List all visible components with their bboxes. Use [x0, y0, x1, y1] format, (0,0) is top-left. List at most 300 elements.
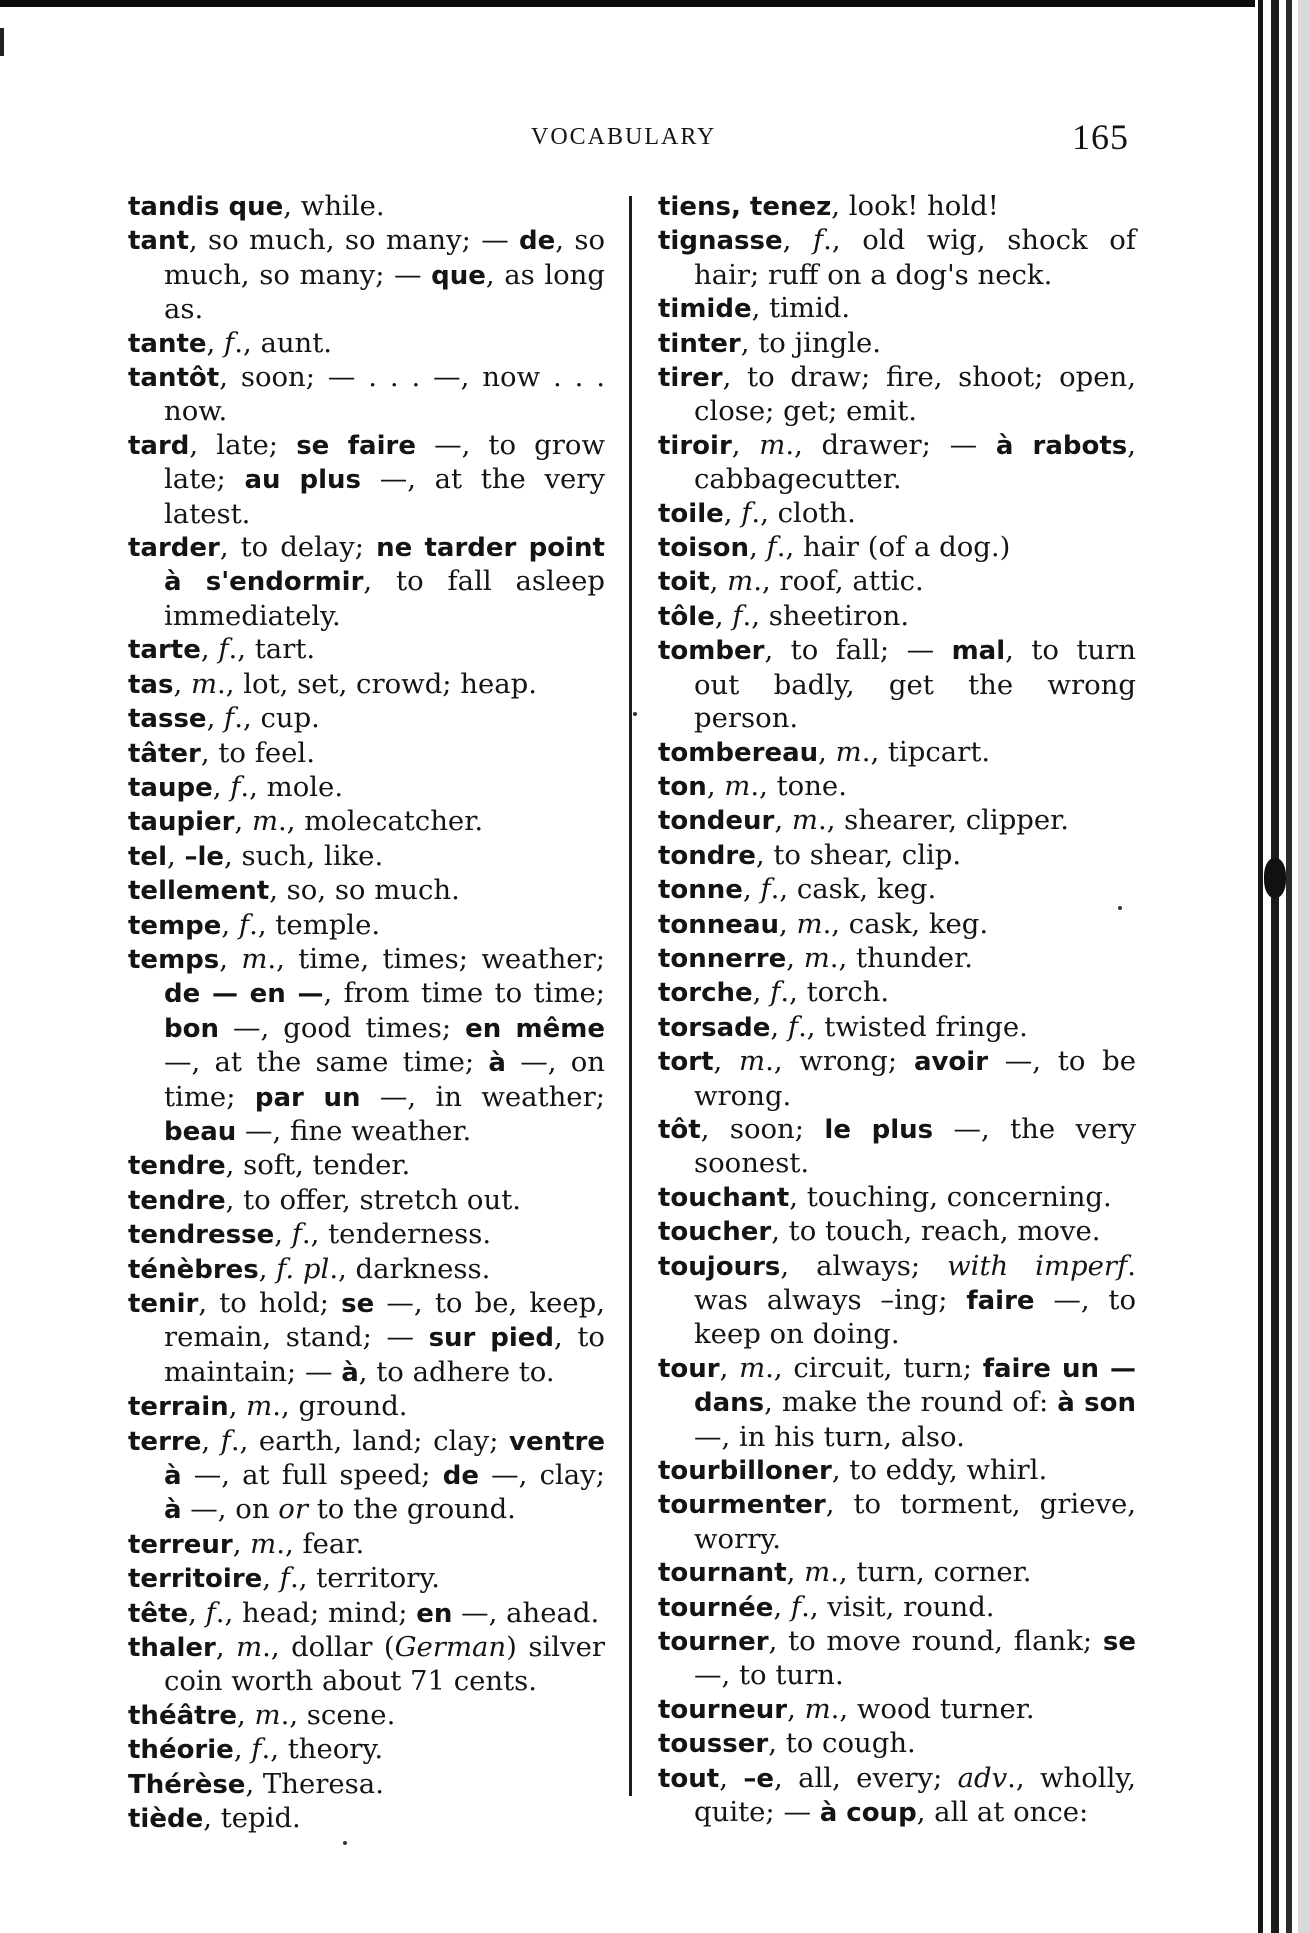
- dictionary-entry: [658, 361, 1136, 429]
- headword: tour: [658, 1353, 720, 1384]
- definition-text: ,: [166, 839, 185, 872]
- definition-text: , to feel.: [200, 736, 315, 769]
- dictionary-entry: [128, 1733, 605, 1767]
- headword: tout: [658, 1763, 720, 1794]
- dictionary-entry: [128, 1287, 605, 1390]
- definition-text: . was always –ing;: [694, 1249, 1136, 1316]
- headword: tousser: [658, 1729, 769, 1760]
- definition-text: , late;: [189, 428, 297, 461]
- dictionary-entry: [658, 224, 1136, 292]
- definition-text: ,: [752, 976, 771, 1009]
- definition-text: ,: [233, 1733, 252, 1766]
- grammar-note: f: [812, 224, 824, 257]
- headword: ne tarder point à s'endormir: [164, 533, 605, 598]
- definition-text: ,: [719, 1351, 740, 1384]
- definition-text: ,: [749, 531, 767, 564]
- definition-text: ,: [787, 1692, 805, 1725]
- definition-text: ., tone.: [750, 769, 847, 802]
- dictionary-entry: [658, 804, 1136, 838]
- headword: tard: [128, 430, 190, 461]
- headword: territoire: [128, 1564, 263, 1595]
- definition-text: —, fine weather.: [236, 1114, 472, 1147]
- definition-text: , to draw; fire, shoot; open, close; get; emit.: [694, 361, 1136, 428]
- top-border: [0, 0, 1255, 7]
- definition-text: ,: [173, 667, 191, 700]
- dictionary-entry: [128, 771, 605, 805]
- definition-text: ., wood turner.: [830, 1692, 1035, 1725]
- definition-text: ., territory.: [289, 1562, 440, 1595]
- definition-text: , look! hold!: [831, 190, 999, 222]
- dictionary-entry: [658, 873, 1136, 907]
- definition-text: , cabbagecutter.: [694, 428, 1136, 496]
- headword: tarder: [128, 533, 220, 564]
- headword: tomber: [658, 636, 765, 667]
- definition-text: —, the very soonest.: [694, 1112, 1136, 1180]
- definition-text: ,: [818, 735, 836, 768]
- definition-text: ., temple.: [249, 908, 381, 941]
- headword: tondre: [658, 840, 756, 871]
- print-speck: [1118, 906, 1122, 910]
- definition-text: , all at once:: [916, 1796, 1089, 1829]
- definition-text: , so much, so many; —: [188, 224, 520, 257]
- definition-text: , to fall; —: [764, 634, 952, 667]
- definition-text: , soft, tender.: [225, 1149, 411, 1182]
- definition-text: —, to turn.: [694, 1659, 844, 1692]
- headword: timide: [658, 294, 752, 325]
- definition-text: , to cough.: [768, 1727, 916, 1760]
- headword: ventre à: [164, 1426, 605, 1492]
- definition-text: ., fear.: [276, 1527, 365, 1560]
- definition-text: ,: [262, 1562, 280, 1595]
- definition-text: , Theresa.: [245, 1767, 384, 1800]
- definition-text: , as long as.: [164, 258, 605, 326]
- headword: à coup: [819, 1798, 917, 1829]
- headword: tâter: [128, 738, 201, 769]
- dictionary-entry: [658, 976, 1136, 1010]
- definition-text: ., tenderness.: [301, 1218, 492, 1251]
- dictionary-entry: [658, 1591, 1136, 1625]
- dictionary-entry: [658, 1488, 1136, 1556]
- definition-text: , always;: [780, 1249, 948, 1282]
- headword: tel: [128, 841, 167, 872]
- definition-text: ,: [200, 633, 219, 666]
- headword: sur pied: [428, 1323, 555, 1354]
- headword: terrain: [128, 1392, 229, 1423]
- grammar-note: m: [254, 1698, 281, 1731]
- dictionary-entry: [658, 497, 1136, 531]
- definition-text: —, at the very latest.: [164, 463, 605, 530]
- dictionary-entry: [658, 292, 1136, 326]
- definition-text: ,: [206, 702, 225, 735]
- definition-text: —, good times;: [218, 1011, 466, 1044]
- grammar-note: f. pl: [276, 1252, 330, 1285]
- headword: mal: [951, 636, 1006, 667]
- definition-text: , to shear, clip.: [755, 838, 962, 871]
- definition-text: , soon; — . . . —, now . . . now.: [164, 361, 605, 428]
- headword: tendre: [128, 1151, 226, 1182]
- dictionary-entry: [658, 1250, 1136, 1352]
- dictionary-entry: [658, 1215, 1136, 1249]
- grammar-note: f: [787, 1010, 799, 1043]
- definition-text: , timid.: [751, 292, 851, 325]
- definition-text: ., hair (of a dog.): [776, 531, 1011, 564]
- dictionary-entry: [658, 1625, 1136, 1693]
- definition-text: ., turn, corner.: [830, 1556, 1032, 1589]
- dictionary-entry: [128, 668, 605, 702]
- headword: à rabots: [995, 430, 1128, 461]
- dictionary-entry: [658, 770, 1136, 804]
- definition-text: —, at the same time;: [164, 1046, 489, 1079]
- headword: toujours: [658, 1251, 781, 1282]
- dictionary-entry: [128, 327, 605, 361]
- headword: tournée: [658, 1592, 774, 1623]
- headword: à: [164, 1495, 182, 1526]
- dictionary-entry: [128, 1562, 605, 1596]
- dictionary-entry: [658, 1113, 1136, 1181]
- headword: Thérèse: [128, 1769, 246, 1800]
- grammar-note: m: [250, 1527, 277, 1560]
- dictionary-entry: [128, 1768, 605, 1802]
- dictionary-entry: [658, 736, 1136, 770]
- dictionary-entry: [658, 565, 1136, 599]
- headword: tourmenter: [658, 1490, 826, 1521]
- grammar-note: m: [803, 941, 830, 974]
- definition-text: , to jingle.: [740, 326, 882, 359]
- definition-text: ., aunt.: [234, 326, 333, 359]
- definition-text: ., roof, attic.: [753, 565, 924, 598]
- print-speck: [633, 712, 637, 716]
- definition-text: , to torment, grieve, worry.: [694, 1488, 1136, 1555]
- definition-text: ., darkness.: [329, 1252, 491, 1285]
- definition-text: —, to keep on doing.: [694, 1284, 1136, 1351]
- definition-text: —, to be, keep, remain, stand; —: [164, 1287, 605, 1354]
- definition-text: ,: [228, 1390, 247, 1423]
- grammar-note: m: [835, 735, 862, 768]
- definition-text: ,: [742, 873, 761, 906]
- grammar-note: f: [291, 1218, 302, 1251]
- definition-text: ,: [731, 428, 760, 461]
- left-edge-mark: [0, 28, 4, 56]
- headword: toile: [658, 498, 724, 529]
- headword: tant: [128, 226, 189, 257]
- dictionary-entry: [128, 1253, 605, 1287]
- headword: ton: [658, 771, 707, 802]
- dictionary-entry: [128, 874, 605, 908]
- grammar-note: f: [732, 599, 743, 632]
- grammar-note: m: [727, 565, 754, 598]
- definition-text: to the ground.: [307, 1493, 516, 1526]
- definition-text: ,: [714, 599, 733, 632]
- definition-text: , to turn out badly, get the wrong person.: [694, 634, 1137, 735]
- dictionary-entry: [658, 1762, 1136, 1831]
- dictionary-entry: [658, 1352, 1136, 1454]
- definition-text: , such, like.: [224, 839, 384, 872]
- headword: tête: [128, 1598, 189, 1629]
- definition-text: —, clay;: [479, 1459, 605, 1492]
- print-speck: [343, 1841, 347, 1845]
- headword: à son: [1057, 1388, 1137, 1419]
- headword: par un: [254, 1082, 361, 1113]
- definition-text: , make the round of:: [764, 1386, 1058, 1419]
- definition-text: , to move round, flank;: [768, 1625, 1103, 1658]
- dictionary-entry: [658, 1454, 1136, 1488]
- left-column: [128, 190, 605, 1837]
- headword: théorie: [128, 1735, 234, 1766]
- headword: tirer: [658, 363, 723, 394]
- definition-text: ., scene.: [280, 1698, 396, 1731]
- dictionary-entry: [128, 840, 605, 874]
- dictionary-entry: [128, 1631, 605, 1699]
- grammar-note: m: [246, 1390, 273, 1423]
- headword: tourbilloner: [658, 1456, 832, 1487]
- headword: se: [1102, 1627, 1136, 1658]
- dictionary-entry: [128, 909, 605, 943]
- definition-text: ,: [713, 1045, 740, 1078]
- definition-text: ,: [212, 770, 231, 803]
- definition-text: ., earth, land; clay;: [230, 1424, 510, 1457]
- grammar-note: m: [804, 1556, 831, 1589]
- headword: tenir: [128, 1289, 199, 1319]
- definition-text: ., cloth.: [751, 496, 856, 529]
- headword: tempe: [128, 910, 222, 941]
- definition-text: , to hold;: [198, 1287, 342, 1319]
- definition-text: ., drawer; —: [785, 428, 996, 461]
- definition-text: ,: [773, 1590, 791, 1623]
- headword: à: [341, 1357, 359, 1388]
- definition-text: ,: [770, 1010, 788, 1043]
- dictionary-entry: [128, 702, 605, 736]
- definition-text: ., cask, keg.: [822, 907, 989, 940]
- grammar-note: m: [724, 769, 751, 802]
- dictionary-entry: [128, 1699, 605, 1733]
- dictionary-entry: [658, 1181, 1136, 1215]
- headword: de: [519, 226, 556, 257]
- definition-text: ,: [234, 805, 252, 838]
- grammar-note: m: [804, 1692, 831, 1725]
- dictionary-entry: [658, 600, 1136, 634]
- headword: tonne: [658, 875, 743, 906]
- dictionary-entry: [128, 943, 605, 1149]
- headword: se: [341, 1289, 375, 1319]
- dictionary-entry: [658, 1693, 1136, 1727]
- grammar-note: f: [224, 326, 235, 359]
- grammar-note: f: [790, 1590, 802, 1623]
- dictionary-entry: [658, 1011, 1136, 1045]
- dictionary-entry: [128, 805, 605, 839]
- definition-text: ., wholly, quite; —: [694, 1761, 1136, 1829]
- headword: toison: [658, 533, 750, 564]
- definition-text: ., torch.: [780, 976, 890, 1009]
- definition-text: ., circuit, turn;: [765, 1351, 983, 1384]
- definition-text: ., time, times; weather;: [267, 942, 605, 975]
- grammar-note: with imperf: [947, 1249, 1128, 1282]
- grammar-note: f: [230, 770, 241, 803]
- dictionary-entry: [658, 190, 1136, 224]
- definition-text: ., thunder.: [829, 941, 973, 974]
- headword: au plus: [244, 465, 362, 496]
- headword: tombereau: [658, 737, 819, 768]
- definition-text: ,: [232, 1527, 251, 1560]
- definition-text: ., visit, round.: [801, 1590, 995, 1623]
- dictionary-entry: [128, 1218, 605, 1252]
- dictionary-entry: [128, 1528, 605, 1562]
- dictionary-entry: [128, 737, 605, 771]
- headword: toucher: [658, 1217, 772, 1248]
- definition-text: ,: [221, 908, 239, 941]
- definition-text: —, to be wrong.: [694, 1045, 1137, 1112]
- headword: tonneau: [658, 909, 779, 940]
- grammar-note: m: [190, 667, 218, 700]
- headword: tôt: [658, 1114, 701, 1145]
- definition-text: , so, so much.: [269, 874, 460, 907]
- headword: tendresse: [128, 1220, 275, 1251]
- headword: temps: [128, 944, 220, 975]
- headword: en: [416, 1598, 453, 1629]
- grammar-note: m: [236, 1631, 263, 1664]
- headword: –le: [184, 841, 225, 872]
- definition-text: ., tart.: [228, 633, 316, 666]
- book-binding-edge: [1258, 0, 1310, 1933]
- definition-text: ,: [206, 326, 225, 359]
- definition-text: ,: [774, 804, 792, 837]
- headword: tiens, tenez: [658, 192, 832, 222]
- headword: de — en —: [164, 979, 324, 1010]
- dictionary-entry: [128, 1425, 605, 1528]
- headword: en même: [465, 1013, 605, 1044]
- definition-text: —, at full speed;: [181, 1459, 443, 1492]
- definition-text: —, ahead.: [452, 1596, 600, 1629]
- dictionary-entry: [128, 633, 605, 667]
- definition-text: ,: [719, 1761, 744, 1794]
- definition-text: ,: [779, 907, 797, 940]
- definition-text: ,: [219, 942, 242, 975]
- dictionary-entry: [658, 908, 1136, 942]
- grammar-note: f: [205, 1596, 216, 1629]
- headword: que: [431, 260, 486, 291]
- grammar-note: m: [739, 1045, 766, 1078]
- headword: faire: [966, 1286, 1035, 1316]
- headword: tellement: [128, 876, 270, 907]
- headword: –e: [743, 1763, 774, 1794]
- definition-text: ,: [706, 769, 725, 802]
- dictionary-entry: [658, 429, 1136, 497]
- dictionary-entry: [658, 634, 1136, 735]
- headword: tendre: [128, 1185, 226, 1216]
- headword: tinter: [658, 328, 741, 359]
- definition-text: ,: [215, 1631, 237, 1664]
- headword: tournant: [658, 1558, 787, 1589]
- grammar-note: f: [279, 1562, 290, 1595]
- definition-text: ., wrong;: [765, 1045, 914, 1078]
- grammar-note: f: [224, 702, 235, 735]
- definition-text: —, in weather;: [360, 1080, 605, 1113]
- headword: tiroir: [658, 430, 732, 461]
- definition-text: —, in his turn, also.: [694, 1420, 965, 1453]
- headword: terreur: [128, 1529, 233, 1560]
- headword: avoir: [913, 1047, 989, 1078]
- definition-text: , to offer, stretch out.: [225, 1183, 521, 1216]
- definition-text: , soon;: [700, 1112, 825, 1145]
- grammar-note: f: [220, 1424, 231, 1457]
- grammar-note: f: [770, 976, 781, 1009]
- headword: tonnerre: [658, 943, 787, 974]
- headword: tiède: [128, 1804, 204, 1835]
- definition-text: , while.: [283, 190, 385, 222]
- right-column: [658, 190, 1136, 1831]
- definition-text: , from time to time;: [323, 977, 605, 1010]
- headword: tandis que: [128, 192, 284, 222]
- grammar-note: f: [760, 873, 771, 906]
- dictionary-entry: [128, 429, 605, 531]
- definition-text: ., tipcart.: [861, 735, 991, 768]
- headword: tignasse: [658, 226, 783, 257]
- definition-text: ,: [782, 224, 813, 257]
- definition-text: ., ground.: [272, 1390, 408, 1423]
- grammar-note: f: [766, 531, 777, 564]
- dictionary-entry: [658, 1045, 1136, 1113]
- headword: torche: [658, 978, 753, 1009]
- grammar-note: m: [759, 428, 786, 461]
- definition-text: ., cask, keg.: [770, 873, 937, 906]
- dictionary-entry: [128, 531, 605, 633]
- headword: tas: [128, 669, 174, 700]
- dictionary-entry: [658, 942, 1136, 976]
- headword: tarte: [128, 635, 201, 666]
- headword: faire un — dans: [694, 1353, 1136, 1419]
- headword: bon: [164, 1013, 219, 1044]
- definition-text: —, to grow late;: [164, 428, 605, 496]
- definition-text: ., old wig, shock of hair; ruff on a dog's neck.: [694, 224, 1137, 291]
- headword: tort: [658, 1047, 714, 1078]
- headword: le plus: [824, 1114, 934, 1145]
- definition-text: ,: [237, 1698, 255, 1731]
- headword: terre: [128, 1426, 202, 1457]
- headword: de: [442, 1461, 479, 1492]
- headword: beau: [164, 1116, 237, 1147]
- grammar-note: m: [796, 907, 823, 940]
- grammar-note: f: [251, 1733, 262, 1766]
- definition-text: ) silver coin worth about 71 cents.: [164, 1631, 605, 1698]
- dictionary-entry: [658, 531, 1136, 565]
- grammar-note: f: [238, 908, 250, 941]
- definition-text: ., mole.: [240, 770, 344, 803]
- definition-text: , tepid.: [203, 1802, 301, 1835]
- headword: à: [488, 1048, 506, 1079]
- dictionary-entry: [658, 839, 1136, 873]
- grammar-note: or: [278, 1493, 308, 1526]
- headword: tantôt: [128, 363, 220, 394]
- headword: torsade: [658, 1012, 771, 1043]
- dictionary-entry: [658, 327, 1136, 361]
- headword: ténèbres: [128, 1254, 259, 1285]
- definition-text: —, on: [181, 1493, 279, 1526]
- headword: taupe: [128, 772, 213, 803]
- dictionary-entry: [128, 1149, 605, 1183]
- definition-text: ,: [258, 1252, 277, 1285]
- definition-text: ., head; mind;: [215, 1596, 417, 1629]
- headword: taupier: [128, 807, 235, 838]
- dictionary-entry: [658, 1727, 1136, 1761]
- dictionary-entry: [658, 1556, 1136, 1590]
- grammar-note: m: [241, 942, 268, 975]
- headword: tasse: [128, 704, 207, 735]
- definition-text: ., theory.: [261, 1733, 384, 1766]
- headword: tante: [128, 328, 207, 359]
- headword: se faire: [296, 430, 416, 461]
- dictionary-entry: [128, 224, 605, 326]
- definition-text: ., twisted fringe.: [798, 1010, 1028, 1043]
- definition-text: , so much, so many; —: [164, 224, 606, 291]
